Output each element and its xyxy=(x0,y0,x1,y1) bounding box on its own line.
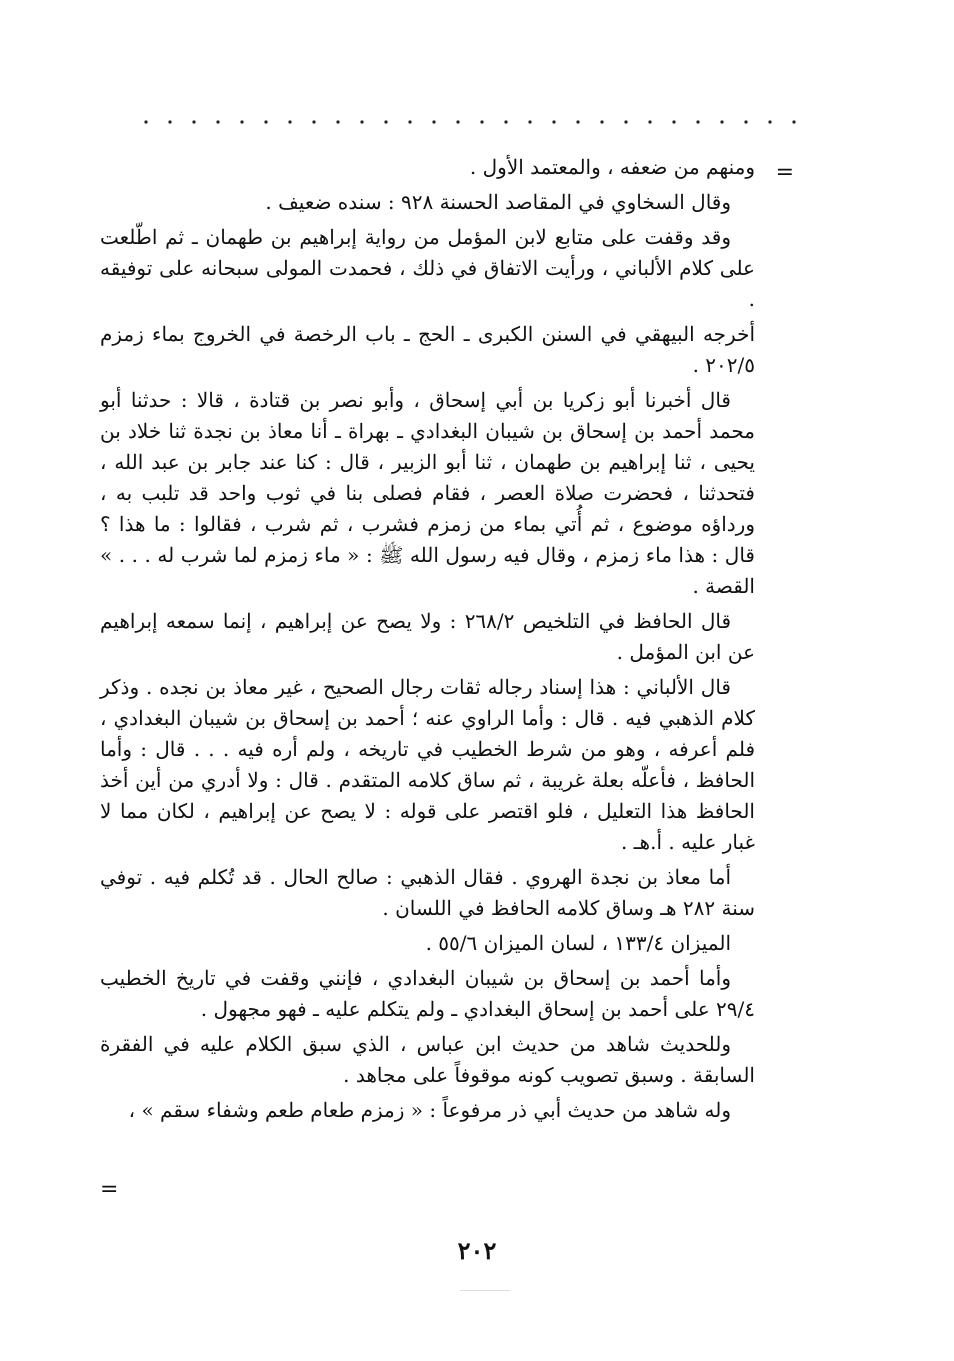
paragraph-9: الميزان ١٣٣/٤ ، لسان الميزان ٥٥/٦ . xyxy=(425,931,731,955)
paragraph-12: وله شاهد من حديث أبي ذر مرفوعاً : « زمزم طعام طعم وشفاء سقم » ، xyxy=(128,1098,731,1122)
top-dotted-rule xyxy=(140,116,800,128)
paragraph-5: قال أخبرنا أبو زكريا بن أبي إسحاق ، وأبو نصر بن قتادة ، قالا : حدثنا أبو محمد أحمد بن إسحاق بن شيبان البغدادي ـ بهراة ـ أنا معاذ بن نجدة ثنا خلاد بن يحيى ، ثنا إبراهيم بن طهمان ، ثنا أبو الزبير ، قال : كنا عند جابر بن عبد الله ، فتحدثنا ، فحضرت صلاة العصر ، فقام فصلى بنا في ثوب واحد قد تلبب به ، ورداؤه موضوع ، ثم أُتي بماء من زمزم فشرب ، ثم شرب ، فقالوا : ما هذا ؟ قال : هذا ماء زمزم ، وقال فيه رسول الله ﷺ : « ماء زمزم لما شرب له . . . » القصة . xyxy=(100,388,755,598)
paragraph-1: ومنهم من ضعفه ، والمعتمد الأول . xyxy=(469,155,755,179)
paragraph-4: أخرجه البيهقي في السنن الكبرى ـ الحج ـ باب الرخصة في الخروج بماء زمزم ٢٠٢/٥ . xyxy=(100,322,755,377)
paragraph-6: قال الحافظ في التلخيص ٢٦٨/٢ : ولا يصح عن إبراهيم ، إنما سمعه إبراهيم عن ابن المؤمل . xyxy=(100,609,755,664)
page-number: ٢٠٢ xyxy=(457,1236,497,1265)
paragraph-3: وقد وقفت على متابع لابن المؤمل من رواية إبراهيم بن طهمان ـ ثم اطّلعت على كلام الألباني ، ورأيت الاتفاق في ذلك ، فحمدت المولى سبحانه على توفيقه . xyxy=(100,225,755,311)
scan-artifact-line xyxy=(460,1290,510,1291)
continuation-mark-start: = xyxy=(775,160,794,185)
paragraph-10: وأما أحمد بن إسحاق بن شيبان البغدادي ، فإنني وقفت في تاريخ الخطيب ٢٩/٤ على أحمد بن إسحاق البغدادي ـ ولم يتكلم عليه ـ فهو مجهول . xyxy=(100,966,755,1021)
footnote-text-block xyxy=(100,150,755,1128)
paragraph-2: وقال السخاوي في المقاصد الحسنة ٩٢٨ : سنده ضعيف . xyxy=(265,190,731,214)
paragraph-8: أما معاذ بن نجدة الهروي . فقال الذهبي : صالح الحال . قد تُكلم فيه . توفي سنة ٢٨٢ هـ وساق كلامه الحافظ في اللسان . xyxy=(100,865,755,920)
paragraph-11: وللحديث شاهد من حديث ابن عباس ، الذي سبق الكلام عليه في الفقرة السابقة . وسبق تصويب كونه موقوفاً على مجاهد . xyxy=(100,1032,755,1087)
continuation-mark-end: = xyxy=(100,1177,119,1202)
paragraph-7: قال الألباني : هذا إسناد رجاله ثقات رجال الصحيح ، غير معاذ بن نجده . وذكر كلام الذهبي فيه . قال : وأما الراوي عنه ؛ أحمد بن إسحاق بن شيبان البغدادي ، فلم أعرفه ، وهو من شرط الخطيب في تاريخه ، ولم أره فيه . . . قال : وأما الحافظ ، فأعلّه بعلة غريبة ، ثم ساق كلامه المتقدم . قال : ولا أدري من أين أخذ الحافظ هذا التعليل ، فلو اقتصر على قوله : لا يصح عن إبراهيم ، لكان مما لا غبار عليه . أ.هـ . xyxy=(100,675,755,854)
